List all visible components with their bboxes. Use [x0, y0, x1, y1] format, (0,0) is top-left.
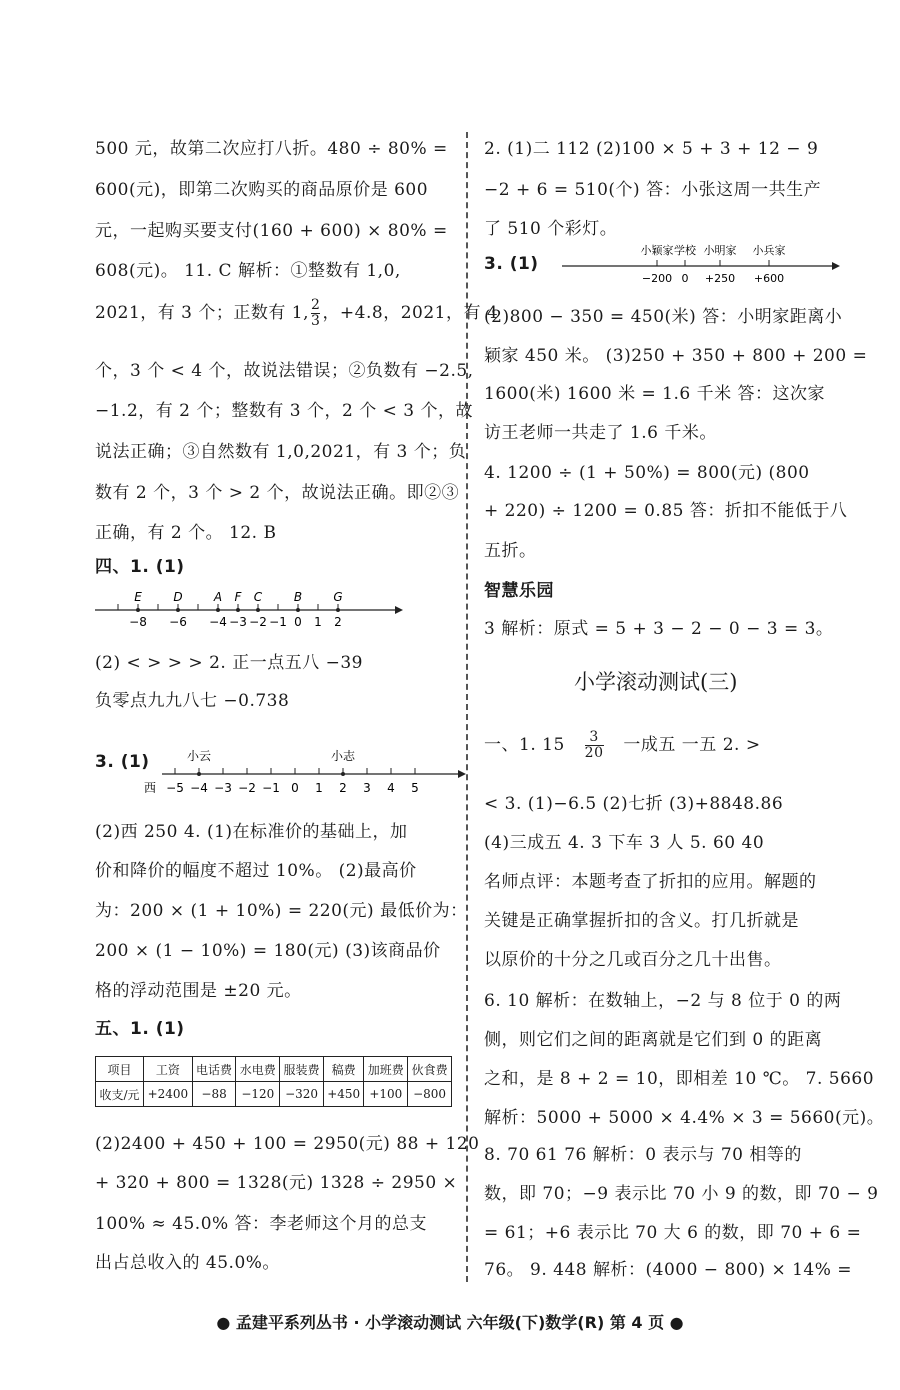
wisdom-line: 3 解析：原式 = 5 + 3 − 2 − 0 − 3 = 3。 — [484, 619, 834, 639]
question-3-line-2: 价和降价的幅度不超过 10%。 (2)最高价 — [95, 861, 417, 881]
section-5-line-4: 出占总收入的 45.0%。 — [95, 1253, 280, 1273]
test-line-14: 76。 9. 448 解析：(4000 − 800) × 14% = — [484, 1260, 853, 1280]
test-fraction — [585, 730, 604, 761]
nl1-point-label: G — [333, 590, 343, 604]
test-line-2: < 3. (1)−6.5 (2)七折 (3)+8848.86 — [484, 794, 784, 814]
nl1-tick-label: −6 — [169, 615, 187, 629]
question-3-line-4: 200 × (1 − 10%) = 180(元) (3)该商品价 — [95, 941, 441, 961]
table-header-cell: 工资 — [144, 1057, 193, 1082]
section-5-line-1: (2)2400 + 450 + 100 = 2950(元) 88 + 120 — [95, 1134, 480, 1154]
right-line-3: 了 510 个彩灯。 — [484, 219, 618, 239]
section-4-heading: 四、1. (1) — [95, 557, 185, 577]
test-line-4: 名师点评：本题考查了折扣的应用。解题的 — [484, 872, 817, 892]
test-line-1-tail: 一成五 一五 2. > — [623, 735, 761, 755]
nl1-point — [216, 608, 220, 612]
fraction-denominator: 3 — [311, 313, 321, 329]
left-line-2: 600(元)，即第二次购买的商品原价是 600 — [95, 180, 429, 200]
right-question-3-heading: 3. (1) — [484, 254, 539, 274]
nl2-point — [341, 772, 345, 776]
left-line-3: 元，一起购买要支付(160 + 600) × 80% = — [95, 221, 448, 241]
right-question-4-line-1: 4. 1200 ÷ (1 + 50%) = 800(元) (800 — [484, 463, 810, 483]
test-title: 小学滚动测试(三) — [574, 670, 738, 694]
test-line-5: 关键是正确掌握折扣的含义。打几折就是 — [484, 911, 799, 931]
nl1-point-label: F — [234, 590, 242, 604]
nl1-tick-label: 0 — [294, 615, 302, 629]
test-line-11: 8. 70 61 76 解析：0 表示与 70 相等的 — [484, 1145, 802, 1165]
number-line-3-arrow — [832, 262, 840, 270]
left-line-7: −1.2，有 2 个；整数有 3 个，2 个 < 3 个，故 — [95, 401, 474, 421]
table-cell: +2400 — [144, 1082, 193, 1107]
nl2-tick-label: −4 — [190, 781, 208, 795]
nl1-tick-label: −2 — [249, 615, 267, 629]
nl2-tick-label: 3 — [363, 781, 371, 795]
nl1-point — [136, 608, 140, 612]
left-line-4: 608(元)。 11. C 解析：①整数有 1,0, — [95, 261, 401, 281]
left-line-5-head: 2021，有 3 个；正数有 1, — [95, 303, 310, 323]
right-question-3-line-1: (2)800 − 350 = 450(米) 答：小明家距离小 — [484, 307, 843, 327]
table-header-cell: 加班费 — [364, 1057, 408, 1082]
nl1-tick-label: −3 — [229, 615, 247, 629]
table-row — [96, 1082, 452, 1107]
nl3-tick-label: +250 — [704, 272, 736, 285]
test-line-10: 解析：5000 + 5000 × 4.4% × 3 = 5660(元)。 — [484, 1108, 885, 1128]
left-line-10: 正确，有 2 个。 12. B — [95, 523, 277, 543]
test-line-1 — [484, 730, 761, 761]
nl1-point — [296, 608, 300, 612]
right-line-1: 2. (1)二 112 (2)100 × 5 + 3 + 12 − 9 — [484, 139, 819, 159]
table-header-cell: 服装费 — [280, 1057, 324, 1082]
nl1-tick-label: 2 — [334, 615, 342, 629]
right-question-3-line-3: 1600(米) 1600 米 = 1.6 千米 答：这次家 — [484, 384, 825, 404]
nl3-tick-label: 0 — [681, 272, 689, 285]
question-3-heading: 3. (1) — [95, 752, 150, 772]
nl2-tick-label: −3 — [214, 781, 232, 795]
right-question-4-line-3: 五折。 — [484, 541, 537, 561]
test-line-1-head: 一、1. 15 — [484, 735, 565, 755]
table-header-cell: 项目 — [96, 1057, 144, 1082]
table-cell: −88 — [192, 1082, 236, 1107]
question-3-line-5: 格的浮动范围是 ±20 元。 — [95, 981, 302, 1001]
number-line-2 — [140, 742, 470, 798]
nl1-point-label: A — [213, 590, 223, 604]
page-footer: ● 孟建平系列丛书 · 小学滚动测试 六年级(下)数学(R) 第 4 页 ● — [216, 1313, 684, 1332]
table-header-cell: 电话费 — [192, 1057, 236, 1082]
test-line-9: 之和，是 8 + 2 = 10，即相差 10 ℃。 7. 5660 — [484, 1069, 875, 1089]
nl3-point-label: 小颖家 — [640, 244, 674, 257]
left-line-5 — [95, 298, 498, 329]
nl2-tick-label: 4 — [387, 781, 395, 795]
nl3-point-label: 小兵家 — [752, 244, 786, 257]
nl3-point-label: 学校 — [674, 244, 696, 257]
nl3-tick-label: +600 — [753, 272, 785, 285]
section-4-line-2: (2) < > > > 2. 正一点五八 −39 — [95, 653, 363, 673]
nl1-tick-label: 1 — [314, 615, 322, 629]
nl1-point — [236, 608, 240, 612]
nl2-point-label: 小云 — [186, 749, 212, 763]
section-5-line-2: + 320 + 800 = 1328(元) 1328 ÷ 2950 × — [95, 1173, 458, 1193]
question-3-line-3: 为：200 × (1 + 10%) = 220(元) 最低价为： — [95, 901, 468, 921]
nl2-direction-label: 西 — [143, 781, 157, 795]
test-line-13: = 61；+6 表示比 70 大 6 的数，即 70 + 6 = — [484, 1223, 862, 1243]
nl1-point-label: D — [173, 590, 183, 604]
test-line-6: 以原价的十分之几或百分之几十出售。 — [484, 950, 782, 970]
left-line-8: 说法正确；③自然数有 1,0,2021，有 3 个；负 — [95, 442, 467, 462]
nl1-tick-label: −4 — [209, 615, 227, 629]
test-fraction-numerator: 3 — [585, 730, 604, 746]
table-cell: +450 — [323, 1082, 364, 1107]
section-5-heading: 五、1. (1) — [95, 1019, 185, 1039]
nl1-tick-label: −1 — [269, 615, 287, 629]
nl2-tick-label: −2 — [238, 781, 256, 795]
number-line-3 — [562, 244, 842, 288]
right-line-2: −2 + 6 = 510(个) 答：小张这周一共生产 — [484, 180, 822, 200]
test-line-12: 数，即 70；−9 表示比 70 小 9 的数，即 70 − 9 — [484, 1184, 879, 1204]
table-header-cell: 稿费 — [323, 1057, 364, 1082]
right-question-3-line-2: 颖家 450 米。 (3)250 + 350 + 800 + 200 = — [484, 346, 868, 366]
section-4-line-3: 负零点九九八七 −0.738 — [95, 691, 290, 711]
table-cell: −800 — [408, 1082, 452, 1107]
nl2-tick-label: −5 — [166, 781, 184, 795]
table-header-cell: 水电费 — [236, 1057, 280, 1082]
nl2-tick-label: 1 — [315, 781, 323, 795]
number-line-2-arrow — [458, 770, 466, 778]
test-line-3: (4)三成五 4. 3 下车 3 人 5. 60 40 — [484, 833, 765, 853]
right-question-4-line-2: + 220) ÷ 1200 = 0.85 答：折扣不能低于八 — [484, 501, 848, 521]
number-line-1-arrow — [395, 606, 403, 614]
table-cell: 收支/元 — [96, 1082, 144, 1107]
nl1-point-label: E — [134, 590, 142, 604]
left-line-5-tail: ，+4.8，2021，有 4 — [322, 303, 499, 323]
nl1-point-label: B — [293, 590, 303, 604]
nl2-point — [197, 772, 201, 776]
left-line-9: 数有 2 个，3 个 > 2 个，故说法正确。即②③ — [95, 483, 460, 503]
test-line-8: 侧，则它们之间的距离就是它们到 0 的距离 — [484, 1030, 823, 1050]
nl1-point-label: C — [253, 590, 263, 604]
number-line-1 — [95, 590, 405, 632]
nl2-tick-label: 5 — [411, 781, 419, 795]
section-5-line-3: 100% ≈ 45.0% 答：李老师这个月的总支 — [95, 1214, 428, 1234]
nl1-point — [256, 608, 260, 612]
right-question-3-line-4: 访王老师一共走了 1.6 千米。 — [484, 423, 717, 443]
nl3-point-label: 小明家 — [703, 244, 737, 257]
question-3-line-1: (2)西 250 4. (1)在标准价的基础上，加 — [95, 822, 408, 842]
nl3-tick-label: −200 — [641, 272, 673, 285]
nl2-point-label: 小志 — [330, 749, 356, 763]
table-header-cell: 伙食费 — [408, 1057, 452, 1082]
test-line-7: 6. 10 解析：在数轴上，−2 与 8 位于 0 的两 — [484, 991, 842, 1011]
fraction-numerator: 2 — [311, 297, 321, 313]
table-cell: −120 — [236, 1082, 280, 1107]
wisdom-title: 智慧乐园 — [484, 581, 554, 601]
table-cell: −320 — [280, 1082, 324, 1107]
nl2-tick-label: 2 — [339, 781, 347, 795]
nl2-tick-label: −1 — [262, 781, 280, 795]
fraction — [311, 298, 320, 329]
income-expense-table — [95, 1056, 452, 1107]
nl1-tick-label: −8 — [129, 615, 147, 629]
test-fraction-denominator: 20 — [584, 745, 604, 761]
table-header-row — [96, 1057, 452, 1082]
left-line-6: 个，3 个 < 4 个，故说法错误；②负数有 −2.5, — [95, 361, 474, 381]
nl1-point — [176, 608, 180, 612]
table-cell: +100 — [364, 1082, 408, 1107]
nl2-tick-label: 0 — [291, 781, 299, 795]
left-line-1: 500 元，故第二次应打八折。480 ÷ 80% = — [95, 139, 448, 159]
nl1-point — [336, 608, 340, 612]
